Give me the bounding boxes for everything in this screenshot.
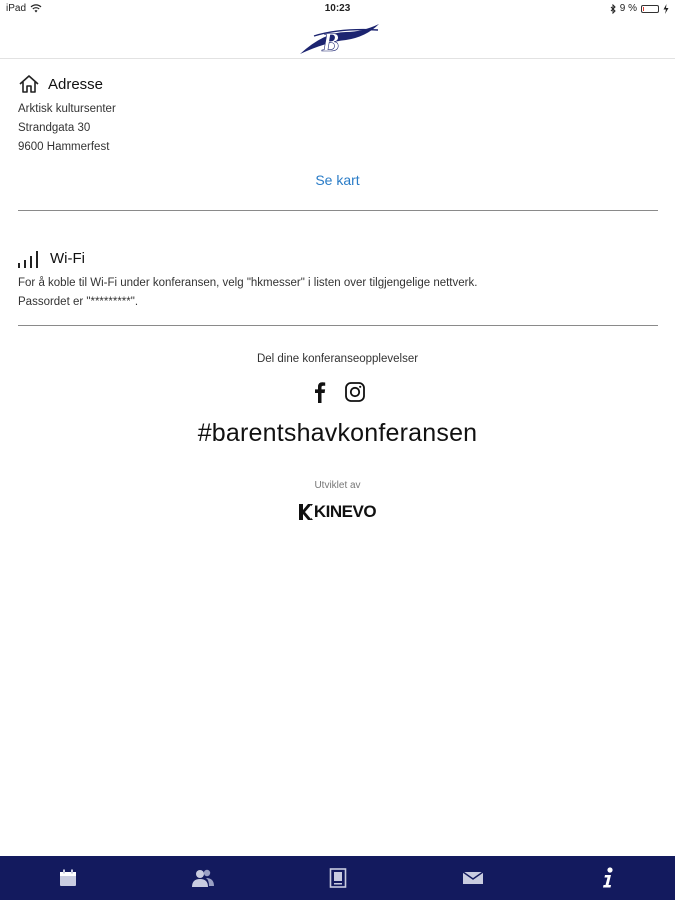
wifi-section [18, 248, 658, 312]
tab-documents[interactable] [318, 860, 358, 896]
instagram-icon[interactable] [344, 381, 366, 403]
kinevo-wordmark: KINEVO [313, 502, 377, 521]
info-icon [601, 867, 615, 889]
divider [18, 210, 658, 211]
bluetooth-icon [610, 4, 616, 14]
conference-hashtag: #barentshavkonferansen [197, 419, 478, 447]
conference-logo [296, 20, 380, 56]
status-bar [0, 0, 675, 20]
address-line: 9600 Hammerfest [18, 141, 110, 153]
bottom-tab-bar [0, 856, 675, 900]
tab-program[interactable] [48, 860, 88, 896]
see-map-link[interactable]: Se kart [315, 172, 360, 188]
wifi-header [18, 248, 658, 268]
address-section [18, 74, 658, 157]
status-right [610, 3, 669, 14]
tab-messages[interactable] [453, 860, 493, 896]
battery-icon [641, 5, 659, 13]
svg-text:B: B [322, 28, 340, 56]
people-icon [191, 868, 215, 888]
wifi-title: Wi-Fi [50, 249, 85, 267]
wifi-lines [18, 274, 658, 312]
share-label: Del dine konferanseopplevelser [256, 353, 419, 365]
mail-icon [462, 870, 484, 886]
address-line: Strandgata 30 [18, 122, 91, 134]
address-title: Adresse [48, 75, 104, 93]
kinevo-logo[interactable] [0, 502, 675, 525]
address-line: Arktisk kultursenter [18, 103, 116, 115]
battery-fill [643, 7, 644, 11]
device-name: iPad [6, 3, 27, 14]
address-lines [18, 100, 658, 157]
charging-icon [663, 4, 669, 14]
signal-strength-icon [18, 248, 42, 268]
developed-by-label: Utviklet av [314, 480, 361, 491]
status-time: 10:23 [324, 3, 351, 14]
wifi-password: Passordet er "*********". [18, 296, 139, 308]
wifi-instructions: For å koble til Wi-Fi under konferansen, velg "hkmesser" i listen over tilgjengelige nettverk. [18, 277, 478, 289]
battery-percent: 9 % [619, 3, 637, 14]
facebook-icon[interactable] [310, 381, 330, 403]
tab-info[interactable] [588, 860, 628, 896]
calendar-icon [58, 868, 78, 888]
tab-participants[interactable] [183, 860, 223, 896]
address-header [18, 74, 658, 94]
social-links [0, 381, 675, 403]
home-icon [18, 74, 40, 94]
divider [18, 325, 658, 326]
kinevo-mark-icon [299, 504, 313, 520]
app-header [0, 20, 675, 59]
document-icon [329, 868, 347, 888]
